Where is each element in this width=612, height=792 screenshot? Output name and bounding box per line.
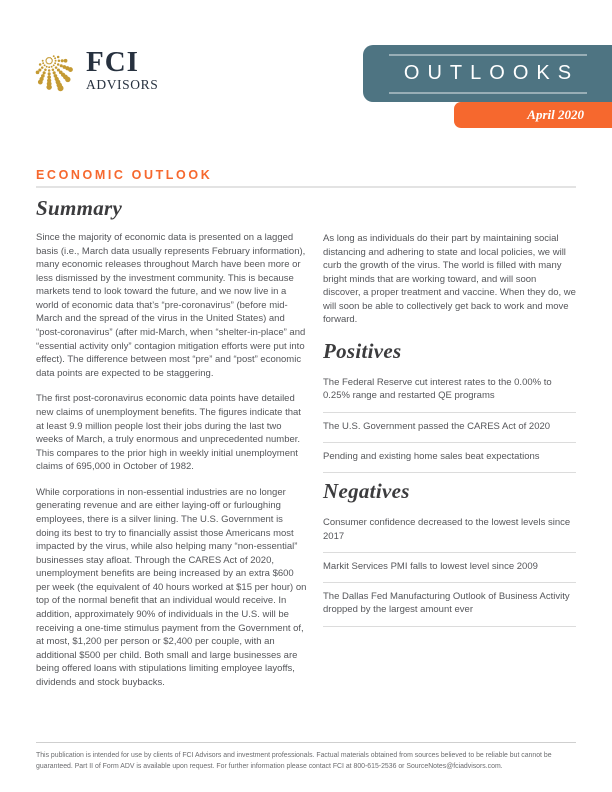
logo-wordmark — [86, 47, 158, 93]
positive-item: Pending and existing home sales beat expectations — [323, 443, 576, 473]
positive-item: The Federal Reserve cut interest rates to the 0.00% to 0.25% range and restarted QE programs — [323, 374, 576, 413]
summary-heading: Summary — [36, 196, 123, 220]
logo-name-primary: FCI — [86, 46, 139, 78]
summary-paragraph: The first post-coronavirus economic data points have detailed new claims of unemployment benefits. The figures indicate that at least 9.9 million people lost their jobs during the last two weeks of March, a truly enormous and unprecedented number. This compares to the prior high in weekly initial unemployment claims of 695,000 in October of 1982. — [36, 393, 301, 473]
summary-paragraph: While corporations in non-essential industries are no longer generating revenue and are either laying-off or furloughing employees, there is a silver lining. The U.S. Government is doing its best to try to financially assist those Americans most impacted by the virus, while also helping many “non-essential” businesses stay afloat. Through the CARES Act of 2020, unemployment benefits are being increased by an extra $600 per week (the equivalent of 40 hours worked at $15 per hour) on top of the normal benefit that an individual would receive. In addition, approximately 90% of individuals in the U.S. will be receiving a one-time stimulus payment from the Government of, at most, $1,200 per person or $2,400 per couple, with an additional $500 per child. Both small and large businesses are being offered loans with stipulations limiting employee layoffs, dividends and stock buybacks. — [36, 486, 307, 688]
summary-column — [36, 194, 308, 702]
outlooks-banner — [363, 45, 612, 102]
content-columns — [36, 194, 576, 702]
fci-globe-icon — [34, 47, 77, 100]
disclaimer-text: This publication is intended for use by clients of FCI Advisors and investment professionals. Factual materials obtained from sources believed to be reliable but cannot be guaranteed. Part II of Form ADV is available upon request. For further information please contact FCI at 800-615-2536 or SourceNotes@fciadvisors.com. — [36, 752, 552, 771]
positives-list — [323, 374, 576, 473]
fci-advisors-logo — [34, 47, 158, 100]
summary-paragraph: Since the majority of economic data is presented on a lagged basis (i.e., March data usually represents February information), many economic releases throughout March have been more or less dismissed by the investment community. This is because markets tend to look toward the future, and we now live in a world of economic data that’s “pre-coronavirus” (before mid-March and the spread of the virus in the United States) and “post-coronavirus” (after mid-March, when “shelter-in-place” and “essential activity only” contagion mitigation efforts were put into effect). The difference between most “pre” and “post” economic data points are expected to be staggering. — [36, 232, 306, 379]
negative-item: The Dallas Fed Manufacturing Outlook of Business Activity dropped by the largest amount ever — [323, 583, 576, 627]
positives-heading: Positives — [323, 339, 402, 364]
section-title: ECONOMIC OUTLOOK — [36, 168, 213, 182]
disclaimer-footer — [36, 742, 576, 772]
positive-item: The U.S. Government passed the CARES Act of 2020 — [323, 413, 576, 443]
issue-date-banner — [454, 102, 612, 128]
negatives-heading: Negatives — [323, 479, 410, 504]
negative-item: Consumer confidence decreased to the lowest levels since 2017 — [323, 514, 576, 553]
publication-title: OUTLOOKS — [389, 54, 587, 94]
negatives-list — [323, 514, 576, 626]
outlook-intro-paragraph: As long as individuals do their part by maintaining social distancing and adhering to state and local policies, we will curb the growth of the virus. The world is filled with many bright minds that are working toward, and will soon discover, a proper treatment and vaccine. When they do, we will soon be able to collectively get back to work and move forward. — [323, 233, 576, 326]
issue-date: April 2020 — [527, 107, 584, 122]
section-divider — [36, 186, 576, 188]
negative-item: Markit Services PMI falls to lowest level since 2009 — [323, 553, 576, 583]
logo-name-secondary: ADVISORS — [86, 76, 159, 92]
outlook-column — [323, 194, 576, 702]
